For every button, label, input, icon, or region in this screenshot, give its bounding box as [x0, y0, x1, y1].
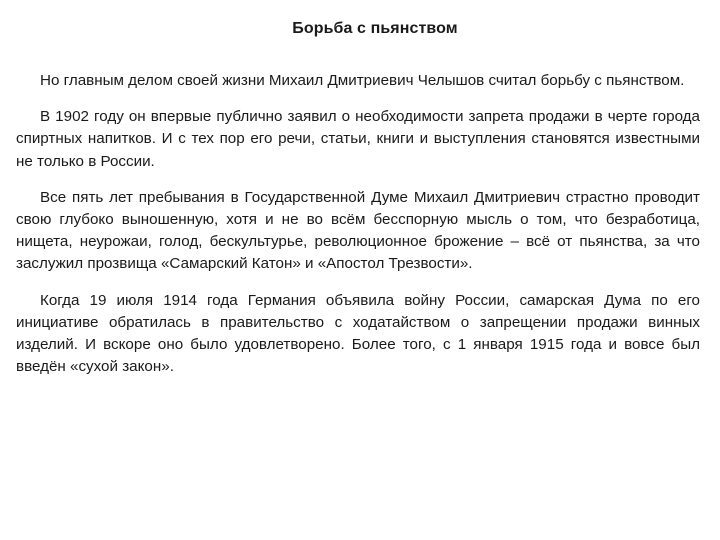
- paragraph-3: Все пять лет пребывания в Государственной Думе Михаил Дмитриевич страстно проводит свою глубоко выношенную, хотя и не во всём бесспорную мысль о том, что безработица, нищета, неурожаи, голод, бескультурье, революционное брожение – всё от пьянства, за что заслужил прозвища «Самарский Катон» и «Апостол Трезвости».: [16, 188, 700, 273]
- slide-title: Борьба с пьянством: [292, 20, 458, 37]
- paragraph-2: В 1902 году он впервые публично заявил о необходимости запрета продажи в черте города спиртных напитков. И с тех пор его речи, статьи, книги и выступления становятся известными не только в России.: [16, 108, 700, 170]
- paragraph-1: Но главным делом своей жизни Михаил Дмитриевич Челышов считал борьбу с пьянством.: [40, 72, 685, 89]
- paragraph-4: Когда 19 июля 1914 года Германия объявила войну России, самарская Дума по его инициативе обратилась в правительство с ходатайством о запрещении продажи винных изделий. И вскоре оно было удовлетворено. Более того, с 1 января 1915 года и вовсе был введён «сухой закон».: [16, 291, 700, 376]
- body-text: [16, 70, 700, 392]
